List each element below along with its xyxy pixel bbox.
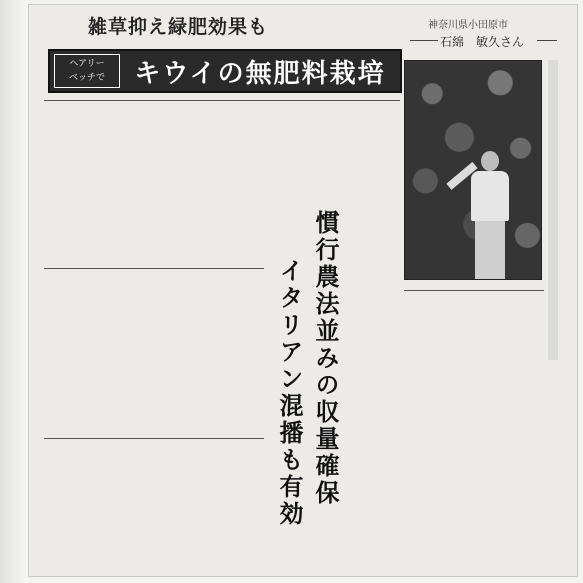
adjacent-page-edge [548,60,558,360]
subhead-italian-ryegrass: イタリアン混播も有効 [275,258,303,528]
column-rule [44,268,264,269]
headline-tag-line1: ヘアリー [69,59,105,69]
headline-banner [48,49,402,93]
headline-title: キウイの無肥料栽培 [134,58,386,89]
byline-name: 石綿 敏久さん [440,35,525,49]
farmer-figure-image [467,151,513,279]
column-rule [44,100,400,101]
farmer-photo [404,60,542,280]
headline-tag [54,54,120,88]
byline-rule-right [537,40,557,41]
subhead-yield: 慣行農法並みの収量確保 [311,210,339,507]
byline-location: 神奈川県小田原市 [428,20,508,31]
article-kicker: 雑草抑え緑肥効果も [88,16,269,38]
headline-tag-line2: ベッチで [68,73,105,83]
column-rule [404,290,544,291]
byline-rule [410,40,438,41]
column-rule [44,438,264,439]
scan-edge [0,0,28,583]
